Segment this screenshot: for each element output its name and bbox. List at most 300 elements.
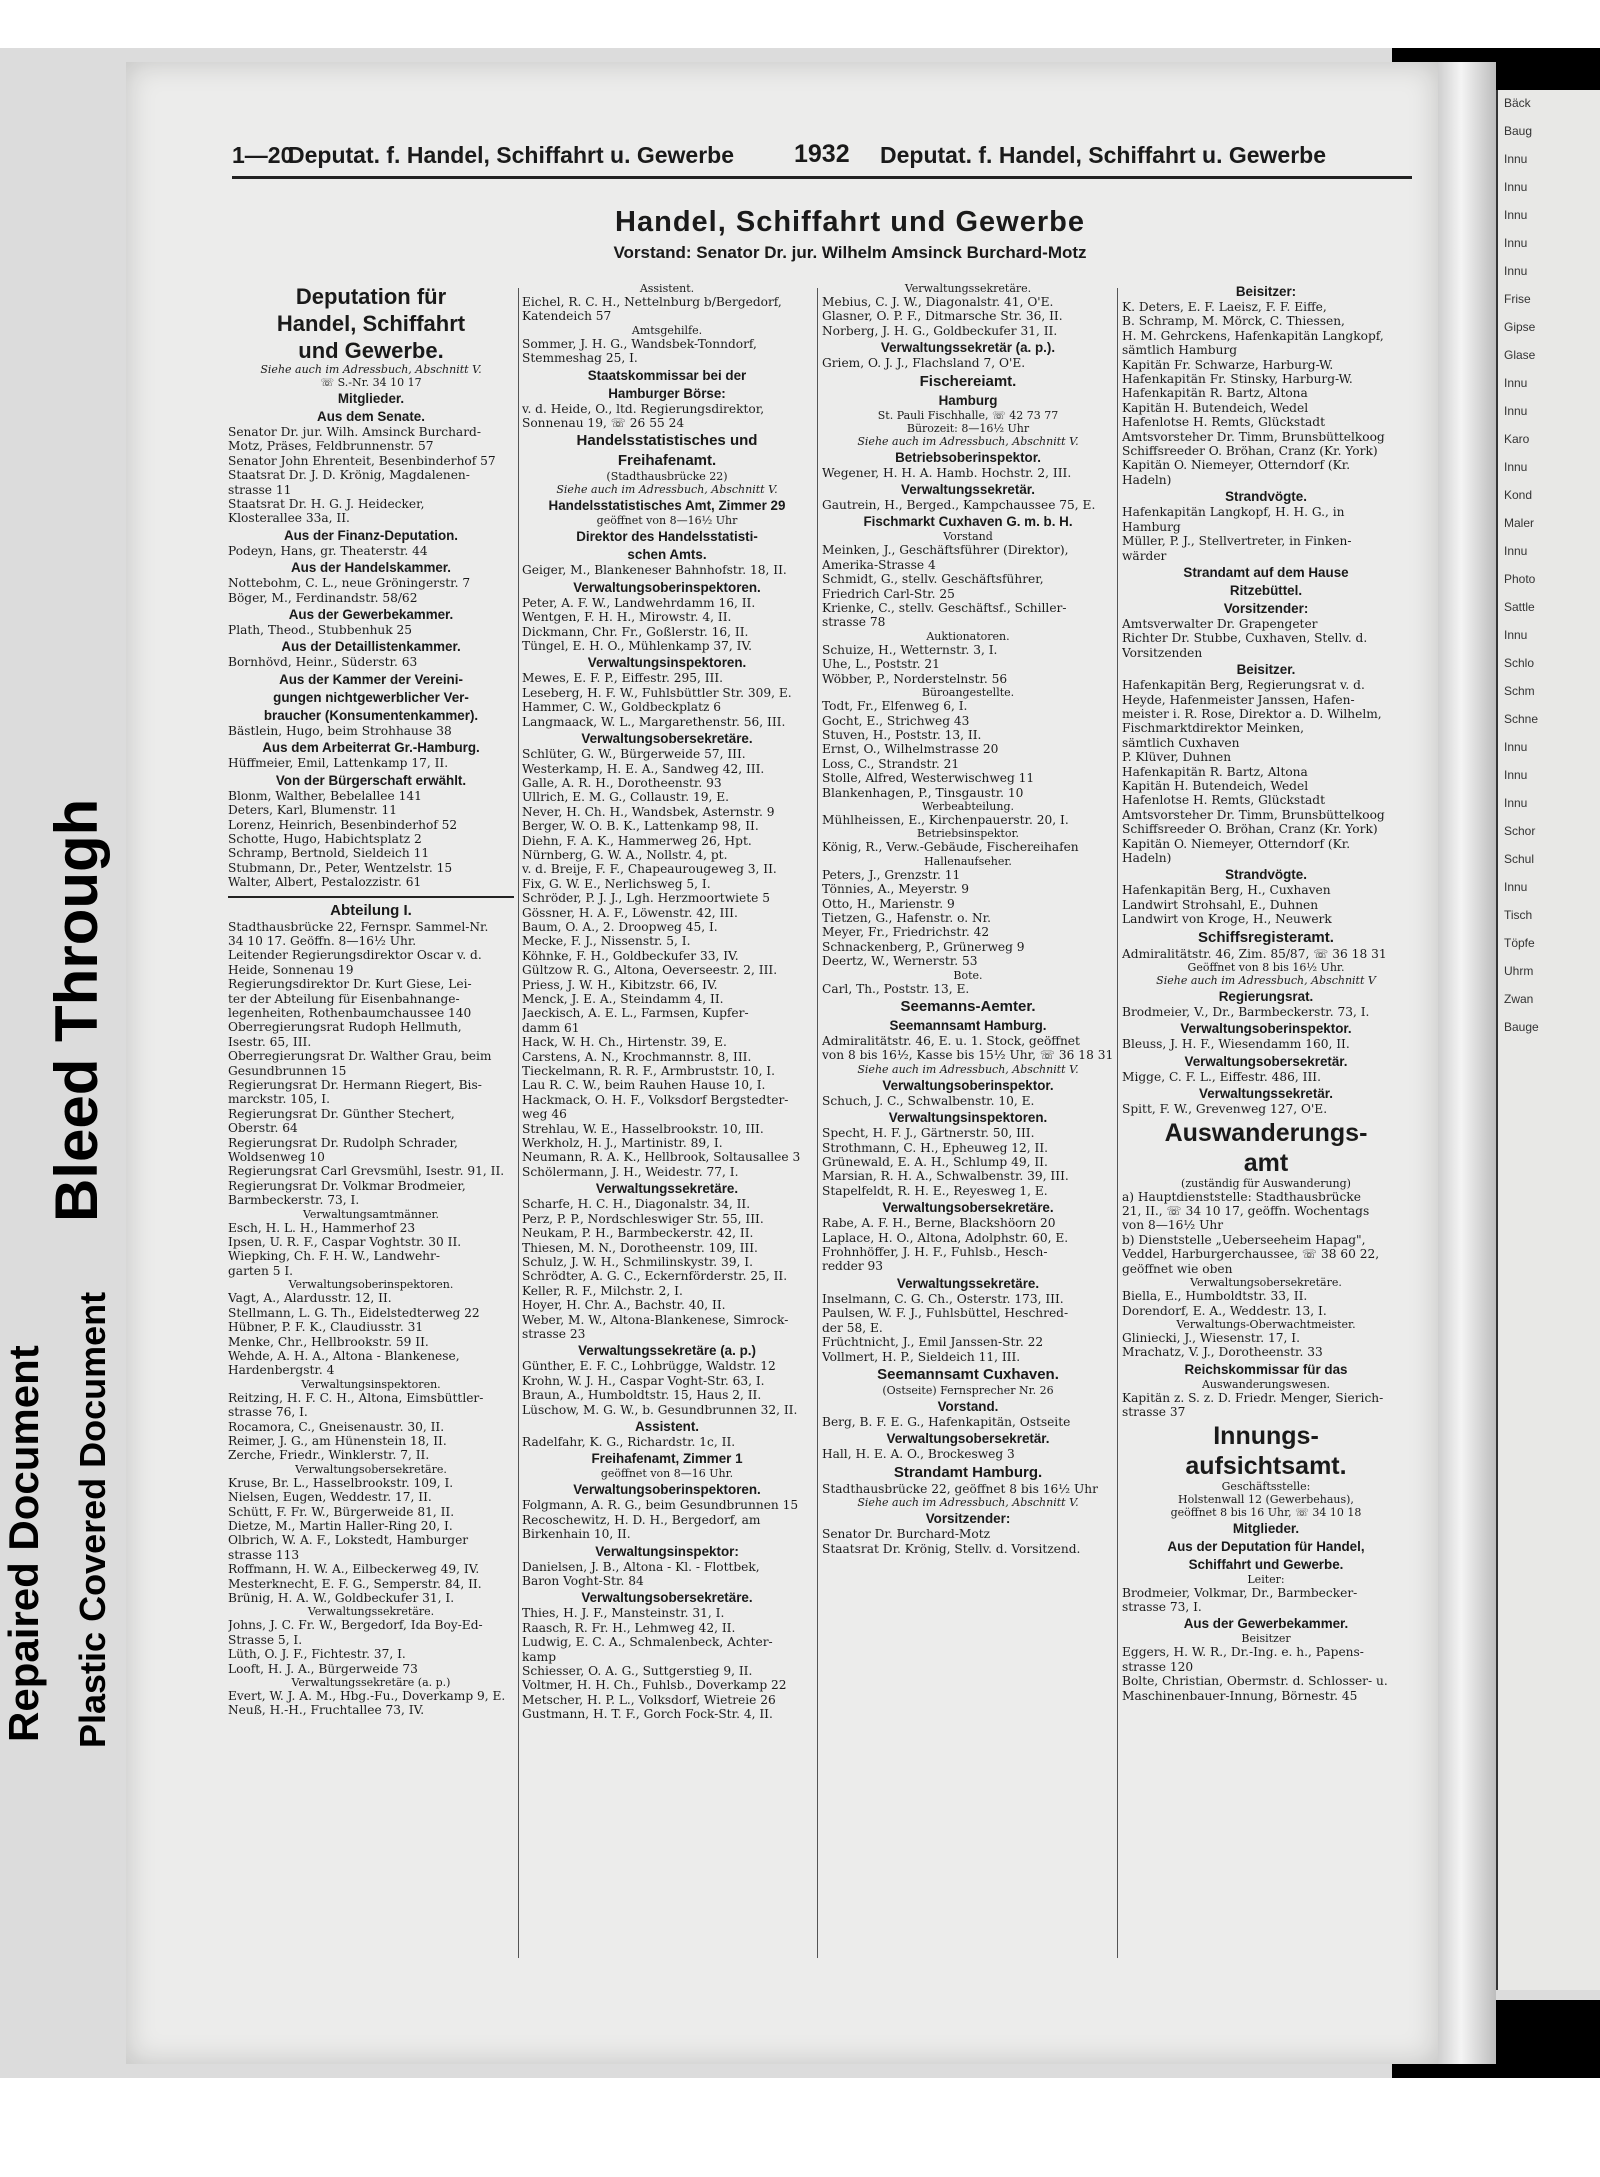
entry-line: Grünewald, E. A. H., Schlump 49, II.	[822, 1155, 1048, 1170]
entry-line: König, R., Verw.-Gebäude, Fischereihafen	[822, 840, 1079, 855]
section-heading: Handelsstatistisches und	[576, 432, 758, 450]
entry-line: Heide, Sonnenau 19	[228, 962, 354, 977]
entry-line: von 8 bis 16½, Kasse bis 15½ Uhr, ☏ 36 18 31	[822, 1048, 1114, 1063]
entry-line: Strehlau, W. E., Hasselbrookstr. 10, III.	[522, 1121, 764, 1136]
entry-line: v. d. Breije, F. F., Chapeaurougeweg 3, II.	[522, 862, 777, 877]
section-heading: Von der Bürgerschaft erwählt.	[275, 772, 467, 788]
entry-line: Thies, H. J. F., Mansteinstr. 31, I.	[522, 1606, 725, 1621]
note-line: Geschäftsstelle:	[1221, 1479, 1311, 1493]
section-divider	[228, 896, 514, 898]
section-heading: Verwaltungsoberinspektor.	[1180, 1021, 1352, 1037]
entry-line: Gliniecki, J., Wiesenstr. 17, I.	[1122, 1330, 1300, 1345]
entry-line: Schmidt, G., stellv. Geschäftsführer,	[822, 572, 1044, 587]
section-heading: Aus der Finanz-Deputation.	[283, 527, 459, 543]
section-heading: Schiffsregisteramt.	[1198, 928, 1334, 946]
column-4	[1122, 282, 1410, 1962]
section-heading: Vorstand.	[937, 1398, 999, 1414]
entry-line: Hafenkapitän R. Bartz, Altona	[1122, 386, 1308, 401]
entry-line: strasse 113	[228, 1547, 300, 1562]
entry-line: Schölermann, J. H., Weidestr. 77, I.	[522, 1164, 739, 1179]
note-line: Holstenwall 12 (Gewerbehaus),	[1178, 1492, 1354, 1506]
entry-line: Katendeich 57	[522, 309, 612, 324]
entry-line: Mebius, C. J. W., Diagonalstr. 41, O'E.	[822, 295, 1054, 309]
entry-line: Eggers, H. W. R., Dr.-Ing. e. h., Papens-	[1122, 1645, 1364, 1660]
section-heading: und Gewerbe.	[298, 338, 444, 363]
entry-line: damm 61	[522, 1020, 580, 1035]
entry-line: Friedrich Carl-Str. 25	[822, 586, 955, 601]
header-rule	[232, 176, 1412, 179]
entry-line: Früchtnicht, J., Emil Janssen-Str. 22	[822, 1335, 1044, 1350]
entry-line: Voltmer, H. H. Ch., Fuhlsb., Doverkamp 22	[522, 1678, 787, 1693]
entry-line: Bleuss, J. H. F., Wiesendamm 160, II.	[1122, 1037, 1350, 1052]
entry-line: Peters, J., Grenzstr. 11	[822, 867, 961, 882]
column-divider	[1117, 288, 1118, 1958]
entry-line: Wentgen, F. H. H., Mirowstr. 4, II.	[522, 610, 732, 625]
entry-line: Neuß, H.-H., Fruchtallee 73, IV.	[228, 1703, 425, 1718]
section-heading: Direktor des Handelsstatisti-	[576, 529, 758, 545]
entry-line: Berg, B. F. E. G., Hafenkapitän, Ostseite	[822, 1414, 1071, 1429]
entry-line: Looft, H. J. A., Bürgerweide 73	[228, 1661, 418, 1676]
entry-line: Hübner, P. F. K., Claudiusstr. 31	[228, 1320, 424, 1335]
entry-line: Kapitän H. Butendeich, Wedel	[1122, 400, 1309, 415]
entry-line: 21, II., ☏ 34 10 17, geöffn. Wochentags	[1122, 1204, 1370, 1219]
entry-line: Mewes, E. F. P., Eiffestr. 295, III.	[522, 671, 724, 686]
note-line: Auktionatoren.	[926, 629, 1010, 643]
entry-line: B. Schramp, M. Mörck, C. Thiessen,	[1122, 314, 1345, 329]
entry-line: Esch, H. L. H., Hammerhof 23	[228, 1220, 416, 1235]
section-heading: Verwaltungsinspektoren.	[587, 655, 747, 671]
section-heading: Verwaltungsobersekretär.	[886, 1431, 1050, 1447]
section-heading: Seemannsamt Hamburg.	[889, 1018, 1047, 1033]
entry-line: meister i. R. Rose, Direktor a. D. Wilhelm,	[1122, 706, 1382, 721]
entry-line: Schrödter, A. G. C., Eckernförderstr. 25, II.	[522, 1269, 788, 1284]
entry-line: Keller, R. F., Milchstr. 2, I.	[522, 1283, 683, 1298]
note-line: Assistent.	[639, 282, 695, 295]
entry-line: Ludwig, E. C. A., Schmalenbeck, Achter-	[522, 1635, 773, 1650]
entry-line: Vorsitzenden	[1122, 645, 1203, 660]
entry-line: Oberregierungsrat Dr. Walther Grau, beim	[228, 1049, 492, 1064]
entry-line: Galle, A. R. H., Dorotheenstr. 93	[522, 775, 722, 790]
entry-line: Nürnberg, G. W. A., Nollstr. 4, pt.	[522, 847, 728, 862]
entry-line: Müller, P. J., Stellvertreter, in Finken-	[1122, 534, 1352, 549]
entry-line: Schlüter, G. W., Bürgerweide 57, III.	[522, 747, 746, 762]
entry-line: Ullrich, E. M. G., Collaustr. 19, E.	[522, 790, 729, 805]
entry-line: Regierungsrat Dr. Hermann Riegert, Bis-	[228, 1078, 482, 1092]
column-divider	[817, 288, 818, 1958]
entry-line: geöffnet wie oben	[1122, 1261, 1233, 1276]
entry-line: Staatsrat Dr. Krönig, Stellv. d. Vorsitzend.	[822, 1541, 1081, 1556]
section-heading: Verwaltungsoberinspektor.	[882, 1077, 1054, 1093]
entry-line: Schiffsreeder O. Bröhan, Cranz (Kr. York)	[1122, 822, 1378, 837]
note-line: Verwaltungs-Oberwachtmeister.	[1176, 1317, 1356, 1331]
entry-line: Dorendorf, E. A., Weddestr. 13, I.	[1122, 1303, 1327, 1318]
entry-line: Tieckelmann, R. R. F., Armbruststr. 10, I.	[522, 1064, 776, 1079]
section-heading: Aus der Gewerbekammer.	[1183, 1616, 1349, 1632]
section-heading: Strandvögte.	[1225, 489, 1307, 505]
entry-line: Danielsen, J. B., Altona - Kl. - Flottbek,	[522, 1559, 760, 1574]
section-heading: Verwaltungsobersekretäre.	[581, 731, 753, 747]
entry-line: Loss, C., Strandstr. 21	[822, 756, 960, 771]
entry-line: Biella, E., Humboldtstr. 33, II.	[1122, 1289, 1308, 1304]
entry-line: Amerika-Strasse 4	[822, 557, 936, 572]
entry-line: Geiger, M., Blankeneser Bahnhofstr. 18, II.	[522, 563, 787, 578]
entry-line: Heyde, Hafenmeister Janssen, Hafen-	[1122, 692, 1355, 707]
entry-line: Braun, A., Humboldtstr. 15, Haus 2, II.	[522, 1388, 762, 1403]
section-heading: Aus der Detaillistenkammer.	[281, 639, 461, 655]
entry-line: Maschinenbauer-Innung, Börnestr. 45	[1122, 1688, 1358, 1703]
entry-line: Deters, Karl, Blumenstr. 11	[228, 803, 397, 818]
entry-line: Böger, M., Ferdinandstr. 58/62	[228, 590, 418, 605]
entry-line: H. M. Gehrckens, Hafenkapitän Langkopf,	[1122, 328, 1384, 343]
header-title-left: Deputat. f. Handel, Schiffahrt u. Gewerbe	[288, 142, 735, 168]
entry-line: Paulsen, W. F. J., Fuhlsbüttel, Heschred-	[822, 1306, 1069, 1321]
entry-line: Isestr. 65, III.	[228, 1034, 312, 1049]
entry-line: Stolle, Alfred, Westerwischweg 11	[822, 771, 1035, 786]
entry-line: Stemmeshag 25, I.	[522, 351, 638, 366]
note-line: Büroangestellte.	[921, 686, 1015, 700]
entry-line: Weber, M. W., Altona-Blankenese, Simrock-	[522, 1312, 789, 1327]
entry-line: Migge, C. F. L., Eiffestr. 486, III.	[1122, 1069, 1321, 1084]
entry-line: Gössner, H. A. F., Löwenstr. 42, III.	[522, 905, 738, 920]
entry-line: Blankenhagen, P., Tinsgaustr. 10	[822, 785, 1024, 800]
plastic-covered-label: Plastic Covered Document	[72, 1291, 113, 1748]
entry-line: Hüffmeier, Emil, Lattenkamp 17, II.	[228, 756, 449, 771]
entry-line: Staatsrat Dr. J. D. Krönig, Magdalenen-	[228, 468, 470, 483]
section-heading: Deputation für	[295, 284, 447, 309]
entry-line: Nottebohm, C. L., neue Gröningerstr. 7	[228, 576, 471, 591]
entry-line: wärder	[1122, 548, 1167, 563]
entry-line: Carl, Th., Poststr. 13, E.	[822, 981, 970, 996]
entry-line: Baum, O. A., 2. Droopweg 45, I.	[522, 919, 718, 934]
section-heading: Strandamt Hamburg.	[893, 1463, 1043, 1481]
entry-line: strasse 78	[822, 615, 886, 630]
entry-line: Landwirt von Kroge, H., Neuwerk	[1122, 912, 1332, 927]
section-heading: Mitglieder.	[337, 391, 405, 406]
entry-line: Schütt, F. Fr. W., Bürgerweide 81, II.	[228, 1504, 455, 1519]
entry-line: Kruse, Br. L., Hasselbrookstr. 109, I.	[228, 1475, 454, 1490]
entry-line: K. Deters, E. F. Laeisz, F. F. Eiffe,	[1122, 300, 1327, 314]
note-line: Siehe auch im Adressbuch, Abschnitt V.	[857, 1062, 1079, 1076]
entry-line: Hafenkapitän R. Bartz, Altona	[1122, 764, 1308, 779]
note-line: (zuständig für Auswanderung)	[1181, 1176, 1351, 1190]
section-heading: Aus der Handelskammer.	[290, 560, 451, 576]
entry-line: Klosterallee 33a, II.	[228, 511, 350, 526]
entry-line: legenheiten, Rothenbaumchaussee 140	[228, 1005, 472, 1020]
section-heading: Innungs-	[1213, 1421, 1319, 1450]
entry-line: Hall, H. E. A. O., Brockesweg 3	[822, 1447, 1015, 1462]
entry-line: Senator John Ehrenteit, Besenbinderhof 57	[228, 453, 496, 468]
section-heading: Verwaltungssekretäre (a. p.)	[578, 1343, 756, 1359]
entry-line: Senator Dr. Burchard-Motz	[822, 1527, 991, 1542]
entry-line: Brodmeier, Volkmar, Dr., Barmbecker-	[1122, 1585, 1358, 1600]
entry-line: Stuven, H., Poststr. 13, II.	[822, 727, 982, 742]
section-heading: Seemannsamt Cuxhaven.	[877, 1365, 1059, 1383]
entry-line: Schröder, P. J. J., Lgh. Herzmoortwiete 5	[522, 891, 770, 906]
section-heading: Strandvögte.	[1225, 867, 1307, 883]
entry-line: Meinken, J., Geschäftsführer (Direktor),	[822, 543, 1069, 558]
note-line: Beisitzer	[1241, 1632, 1291, 1646]
column-1	[228, 282, 514, 1962]
section-heading: Seemanns-Aemter.	[900, 998, 1036, 1015]
header-title-right: Deputat. f. Handel, Schiffahrt u. Gewerbe	[880, 142, 1327, 168]
entry-line: Senator Dr. jur. Wilh. Amsinck Burchard-	[228, 425, 481, 439]
entry-line: Hafenkapitän Berg, Regierungsrat v. d.	[1122, 678, 1365, 693]
note-line: Verwaltungsinspektoren.	[301, 1377, 441, 1391]
entry-line: Schnackenberg, P., Grünerweg 9	[822, 939, 1025, 954]
entry-line: Köhnke, F. H., Goldbeckufer 33, IV.	[522, 948, 739, 963]
entry-line: Brodmeier, V., Dr., Barmbeckerstr. 73, I.	[1122, 1005, 1370, 1020]
section-heading: Verwaltungssekretäre.	[896, 1275, 1040, 1291]
entry-line: Ipsen, U. R. F., Caspar Voghtstr. 30 II.	[228, 1235, 462, 1250]
entry-line: Hammer, C. W., Goldbeckplatz 6	[522, 700, 722, 715]
entry-line: Wehde, A. H. A., Altona - Blankenese,	[228, 1348, 460, 1363]
entry-line: Griem, O. J. J., Flachsland 7, O'E.	[822, 356, 1026, 371]
entry-line: Kapitän H. Butendeich, Wedel	[1122, 778, 1309, 793]
note-line: Siehe auch im Adressbuch, Abschnitt V.	[260, 363, 482, 376]
section-heading: Aus dem Senate.	[317, 409, 425, 424]
note-line: geöffnet von 8—16 Uhr.	[600, 1467, 734, 1481]
entry-line: Johns, J. C. Fr. W., Bergedorf, Ida Boy-Ed-	[228, 1618, 483, 1633]
note-line: ☏ S.-Nr. 34 10 17	[320, 376, 422, 389]
entry-line: Eichel, R. C. H., Nettelnburg b/Bergedorf,	[522, 295, 782, 309]
entry-line: strasse 23	[522, 1326, 586, 1341]
note-line: Verwaltungssekretäre.	[307, 1605, 435, 1619]
entry-line: Berger, W. O. B. K., Lattenkamp 98, II.	[522, 819, 759, 834]
entry-line: Hamburg	[1122, 519, 1181, 534]
entry-line: Kapitän O. Niemeyer, Otterndorf (Kr.	[1122, 458, 1351, 473]
entry-line: Scharfe, H. C. H., Diagonalstr. 34, II.	[522, 1197, 751, 1212]
entry-line: Mecke, F. J., Nissenstr. 5, I.	[522, 934, 691, 949]
entry-line: Lorenz, Heinrich, Besenbinderhof 52	[228, 817, 458, 832]
note-line: Verwaltungsobersekretäre.	[1190, 1276, 1342, 1290]
section-heading: Mitglieder.	[1232, 1520, 1300, 1536]
note-line: geöffnet 8 bis 16 Uhr, ☏ 34 10 18	[1170, 1505, 1362, 1519]
entry-line: strasse 73, I.	[1122, 1599, 1202, 1614]
note-line: Bote.	[953, 968, 983, 982]
section-heading: Freihafenamt, Zimmer 1	[591, 1451, 743, 1467]
adjacent-page-text: Bäck Baug Innu Innu Innu Innu Innu Frise Gipse Glase Innu Innu Karo Innu Kond Maler Innu Photo Sattle Innu Schlo Schm Schne Innu Innu Innu Schor Schul Innu Tisch Töpfe Uhrm Zwan Bauge	[1504, 96, 1539, 1034]
entry-line: Schramp, Bertnold, Sieldeich 11	[228, 846, 430, 861]
entry-line: Hadeln)	[1122, 472, 1172, 487]
entry-line: Regierungsrat Dr. Rudolph Schrader,	[228, 1135, 458, 1150]
entry-line: Regierungsrat Dr. Volkmar Brodmeier,	[228, 1178, 466, 1193]
entry-line: Hackmack, O. H. F., Volksdorf Bergstedter-	[522, 1092, 789, 1107]
section-heading: Verwaltungsobersekretäre.	[882, 1200, 1054, 1216]
entry-line: Metscher, H. P. L., Volksdorf, Wietreie 26	[522, 1692, 776, 1707]
note-line: Hallenaufseher.	[924, 854, 1012, 868]
section-heading: Verwaltungssekretär (a. p.).	[880, 340, 1056, 356]
section-heading: Fischmarkt Cuxhaven G. m. b. H.	[863, 514, 1073, 530]
note-line: Vorstand	[943, 530, 993, 544]
section-heading: Ritzebüttel.	[1229, 582, 1303, 598]
note-line: Siehe auch im Adressbuch, Abschnitt V	[1156, 974, 1376, 988]
entry-line: Evert, W. J. A. M., Hbg.-Fu., Doverkamp 9, E.	[228, 1689, 506, 1704]
entry-line: Neukam, P. H., Barmbeckerstr. 42, II.	[522, 1226, 754, 1241]
entry-line: Raasch, R. Fr. H., Lehmweg 42, II.	[522, 1620, 736, 1635]
entry-line: Stadthausbrücke 22, geöffnet 8 bis 16½ Uhr	[822, 1481, 1098, 1496]
note-line: St. Pauli Fischhalle, ☏ 42 73 77	[877, 408, 1059, 422]
entry-line: Laplace, H. O., Altona, Adolphstr. 60, E.	[822, 1230, 1069, 1245]
entry-line: Fischmarktdirektor Meinken,	[1122, 721, 1305, 736]
section-heading: Handelsstatistisches Amt, Zimmer 29	[548, 498, 786, 514]
entry-line: Perz, P. P., Nordschleswiger Str. 55, III.	[522, 1211, 764, 1226]
bleed-through-label: Bleed Through	[43, 798, 110, 1222]
entry-line: Amtsverwalter Dr. Grapengeter	[1122, 616, 1318, 631]
note-line: Verwaltungssekretäre (a. p.)	[291, 1676, 451, 1690]
entry-line: Diehn, F. A. K., Hammerweg 26, Hpt.	[522, 833, 752, 848]
entry-line: Hafenkapitän Langkopf, H. H. G., in	[1122, 505, 1345, 520]
section-heading: Handel, Schiffahrt	[276, 311, 466, 336]
running-header	[232, 134, 1412, 174]
page-subtitle: Vorstand: Senator Dr. jur. Wilhelm Amsinck Burchard-Motz	[613, 243, 1087, 262]
entry-line: Schiffsreeder O. Bröhan, Cranz (Kr. York)	[1122, 444, 1378, 459]
entry-line: Oberstr. 64	[228, 1121, 298, 1136]
entry-line: weg 46	[522, 1107, 567, 1122]
entry-line: der 58, E.	[822, 1320, 883, 1335]
note-line: Verwaltungsamtmänner.	[302, 1207, 440, 1221]
entry-line: a) Hauptdienststelle: Stadthausbrücke	[1122, 1189, 1361, 1204]
entry-line: Staatsrat Dr. H. G. J. Heidecker,	[228, 497, 425, 512]
entry-line: Regierungsrat Dr. Günther Stechert,	[228, 1106, 455, 1121]
entry-line: Hafenlotse H. Remts, Glückstadt	[1122, 415, 1325, 430]
section-heading: Aus dem Arbeiterrat Gr.-Hamburg.	[262, 740, 480, 756]
entry-line: Gautrein, H., Berged., Kampchaussee 75, E.	[822, 498, 1096, 513]
entry-line: Stapelfeldt, R. H. E., Reyesweg 1, E.	[822, 1183, 1048, 1198]
entry-line: kamp	[522, 1649, 557, 1664]
entry-line: Tietzen, G., Hafenstr. o. Nr.	[822, 910, 992, 925]
note-line: Verwaltungsobersekretäre.	[295, 1462, 447, 1476]
entry-line: b) Dienststelle „Ueberseeheim Hapag",	[1122, 1232, 1366, 1247]
entry-line: Ernst, O., Wilhelmstrasse 20	[822, 742, 999, 757]
entry-line: Wiepking, Ch. F. H. W., Landwehr-	[228, 1249, 440, 1264]
entry-line: Deertz, W., Wernerstr. 53	[822, 954, 978, 969]
entry-line: Hadeln)	[1122, 851, 1172, 865]
entry-line: marckstr. 105, I.	[228, 1092, 330, 1107]
header-year: 1932	[794, 140, 850, 168]
entry-line: Mesterknecht, E. F. G., Semperstr. 84, II.	[228, 1576, 482, 1591]
entry-line: Reitzing, H. F. C. H., Altona, Eimsbüttler-	[228, 1390, 484, 1405]
section-heading: Aus der Gewerbekammer.	[288, 607, 454, 623]
section-heading: Schiffahrt und Gewerbe.	[1188, 1556, 1344, 1572]
entry-line: sämtlich Cuxhaven	[1122, 735, 1240, 750]
note-line: geöffnet von 8—16½ Uhr	[596, 514, 738, 528]
entry-line: Veddel, Harburgerchaussee, ☏ 38 60 22,	[1122, 1247, 1380, 1262]
entry-line: Amtsvorsteher Dr. Timm, Brunsbüttelkoog	[1122, 807, 1385, 822]
note-line: Leiter:	[1247, 1572, 1285, 1586]
section-heading: Aus der Deputation für Handel,	[1167, 1538, 1365, 1554]
entry-line: Never, H. Ch. H., Wandsbek, Asternstr. 9	[522, 804, 775, 819]
entry-line: Schuch, J. C., Schwalbenstr. 10, E.	[822, 1093, 1035, 1108]
entry-line: Stellmann, L. G. Th., Eidelstedterweg 22	[228, 1305, 480, 1320]
entry-line: Gesundbrunnen 15	[228, 1063, 347, 1078]
entry-line: Schulz, J. W. H., Schmilinskystr. 39, I.	[522, 1254, 753, 1269]
entry-line: Brünig, H. A. W., Goldbeckufer 31, I.	[228, 1591, 455, 1605]
entry-line: Kapitän O. Niemeyer, Otterndorf (Kr.	[1122, 836, 1351, 851]
entry-line: Werkholz, H. J., Martinistr. 89, I.	[522, 1136, 723, 1151]
note-line: Geöffnet von 8 bis 16½ Uhr.	[1187, 961, 1345, 975]
entry-line: Dietze, M., Martin Haller-Ring 20, I.	[228, 1518, 453, 1533]
section-heading: amt	[1243, 1148, 1289, 1177]
entry-line: Carstens, A. N., Krochmannstr. 8, III.	[522, 1049, 752, 1064]
entry-line: Rocamora, C., Gneisenaustr. 30, II.	[228, 1419, 445, 1434]
entry-line: Günther, E. F. C., Lohbrügge, Waldstr. 12	[522, 1359, 776, 1374]
entry-line: Fix, G. W. E., Nerlichsweg 5, I.	[522, 876, 711, 891]
section-heading: Verwaltungssekretäre.	[595, 1181, 739, 1197]
entry-line: Bästlein, Hugo, beim Strohhause 38	[228, 723, 452, 738]
entry-line: ter der Abteilung für Eisenbahnange-	[228, 991, 460, 1006]
section-heading: Verwaltungsoberinspektoren.	[573, 1482, 761, 1498]
entry-line: Olbrich, W. A. F., Lokstedt, Hamburger	[228, 1533, 469, 1548]
entry-line: Strasse 5, I.	[228, 1632, 303, 1647]
section-heading: Hamburg	[938, 392, 998, 408]
entry-line: Oberregierungsrat Rudoph Hellmuth,	[228, 1020, 462, 1035]
entry-line: Spitt, F. W., Grevenweg 127, O'E.	[1122, 1102, 1328, 1117]
entry-line: Regierungsrat Carl Grevsmühl, Isestr. 91, II.	[228, 1164, 505, 1179]
entry-line: Dickmann, Chr. Fr., Goßlerstr. 16, II.	[522, 624, 749, 639]
note-line: Werbeabteilung.	[921, 799, 1014, 813]
entry-line: 34 10 17. Geöffn. 8—16½ Uhr.	[228, 933, 417, 948]
entry-line: Frohnhöffer, J. H. F., Fuhlsb., Hesch-	[822, 1245, 1048, 1260]
entry-line: Westerkamp, H. E. A., Sandweg 42, III.	[522, 761, 765, 776]
note-line: Verwaltungssekretäre.	[904, 282, 1032, 295]
entry-line: strasse 37	[1122, 1405, 1186, 1420]
section-heading: aufsichtsamt.	[1185, 1451, 1347, 1480]
section-heading: Freihafenamt.	[617, 452, 717, 470]
section-heading: Verwaltungsobersekretär.	[1184, 1053, 1348, 1069]
entry-line: strasse 11	[228, 482, 292, 497]
entry-line: Kapitän Fr. Schwarze, Harburg-W.	[1122, 357, 1334, 372]
note-line: Betriebsinspektor.	[916, 827, 1020, 841]
entry-line: Meyer, Fr., Friedrichstr. 42	[822, 925, 990, 940]
section-heading: Regierungsrat.	[1218, 989, 1314, 1005]
section-heading: Verwaltungsinspektoren.	[888, 1110, 1048, 1126]
entry-line: Marsian, R. H. A., Schwalbenstr. 39, III.	[822, 1169, 1069, 1184]
entry-line: Menke, Chr., Hellbrookstr. 59 II.	[228, 1334, 429, 1349]
section-heading: Assistent.	[635, 1418, 699, 1434]
entry-line: Walter, Albert, Pestalozzistr. 61	[228, 875, 422, 890]
column-divider	[518, 288, 519, 1958]
entry-line: Tönnies, A., Meyerstr. 9	[822, 882, 969, 897]
note-line: (Ostseite) Fernsprecher Nr. 26	[882, 1383, 1054, 1397]
entry-line: Hafenkapitän Berg, H., Cuxhaven	[1122, 883, 1331, 898]
entry-line: Hafenlotse H. Remts, Glückstadt	[1122, 793, 1325, 808]
section-heading: braucher (Konsumentenkammer).	[263, 707, 479, 723]
entry-line: Tüngel, E. H. O., Mühlenkamp 37, IV.	[522, 639, 753, 654]
entry-line: Specht, H. F. J., Gärtnerstr. 50, III.	[822, 1126, 1035, 1141]
section-heading: Vorsitzender:	[925, 1511, 1011, 1527]
entry-line: Krienke, C., stellv. Geschäftsf., Schiller-	[822, 601, 1067, 616]
entry-line: Lüschow, M. G. W., b. Gesundbrunnen 32, II.	[522, 1402, 798, 1417]
entry-line: Zerche, Friedr., Winklerstr. 7, II.	[228, 1448, 430, 1463]
entry-line: Gocht, E., Strichweg 43	[822, 713, 970, 728]
entry-line: Wöbber, P., Norderstelnstr. 56	[822, 671, 1008, 686]
entry-line: Todt, Fr., Elfenweg 6, I.	[822, 699, 968, 714]
entry-line: Richter Dr. Stubbe, Cuxhaven, Stellv. d.	[1122, 631, 1368, 646]
entry-line: Inselmann, C. G. Ch., Osterstr. 173, III.	[822, 1291, 1064, 1306]
section-heading: Abteilung I.	[330, 901, 412, 919]
entry-line: Blonm, Walther, Bebelallee 141	[228, 788, 422, 803]
section-heading: Aus der Kammer der Vereini-	[279, 671, 463, 687]
entry-line: Folgmann, A. R. G., beim Gesundbrunnen 15	[522, 1498, 799, 1513]
entry-line: Lüth, O. J. F., Fichtestr. 37, I.	[228, 1647, 406, 1662]
section-heading: Fischereiamt.	[919, 372, 1017, 390]
entry-line: Hack, W. H. Ch., Hirtenstr. 39, E.	[522, 1035, 727, 1050]
entry-line: Admiralitätstr. 46, E. u. 1. Stock, geöffnet	[822, 1034, 1080, 1048]
adjacent-page	[1496, 90, 1600, 1990]
entry-line: Amtsvorsteher Dr. Timm, Brunsbüttelkoog	[1122, 429, 1385, 444]
section-heading: Verwaltungsinspektor:	[595, 1543, 739, 1559]
entry-line: Leseberg, H. F. W., Fuhlsbüttler Str. 309, E.	[522, 685, 792, 700]
